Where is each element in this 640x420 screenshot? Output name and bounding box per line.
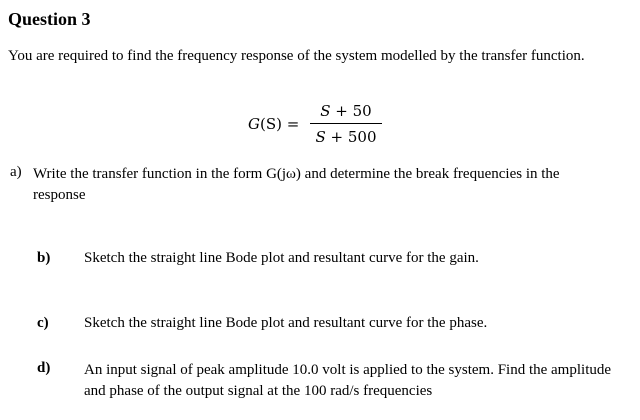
part-a-label: a) [10,164,22,180]
numerator-rest: + 50 [330,102,372,120]
numerator-var: S [320,102,331,120]
equation-lhs-func: G [248,115,260,133]
part-b-label: b) [37,250,51,266]
part-d-text: An input signal of peak amplitude 10.0 volt is applied to the system. Find the amplitude and phase of the output signal at the 100 rad/s frequencies [84,362,612,399]
part-c-label: c) [37,315,49,331]
denominator-var: S [315,128,326,146]
equation-denominator [310,126,382,148]
denominator-rest: + 500 [325,128,377,146]
part-a-text: Write the transfer function in the form G(jω) and determine the break frequencies in the response [33,166,560,203]
equation-lhs [248,115,299,133]
question-title: Question 3 [8,9,91,29]
equation-fraction [310,100,382,148]
equation-numerator [310,100,382,122]
part-b-text: Sketch the straight line Bode plot and resultant curve for the gain. [84,250,479,266]
fraction-bar [310,123,382,124]
intro-paragraph: You are required to find the frequency response of the system modelled by the transfer function. [8,48,585,64]
part-c-text: Sketch the straight line Bode plot and resultant curve for the phase. [84,315,488,331]
equation-lhs-arg: (S) [259,115,282,133]
equation-equals: = [286,115,300,133]
part-d-label: d) [37,360,51,376]
